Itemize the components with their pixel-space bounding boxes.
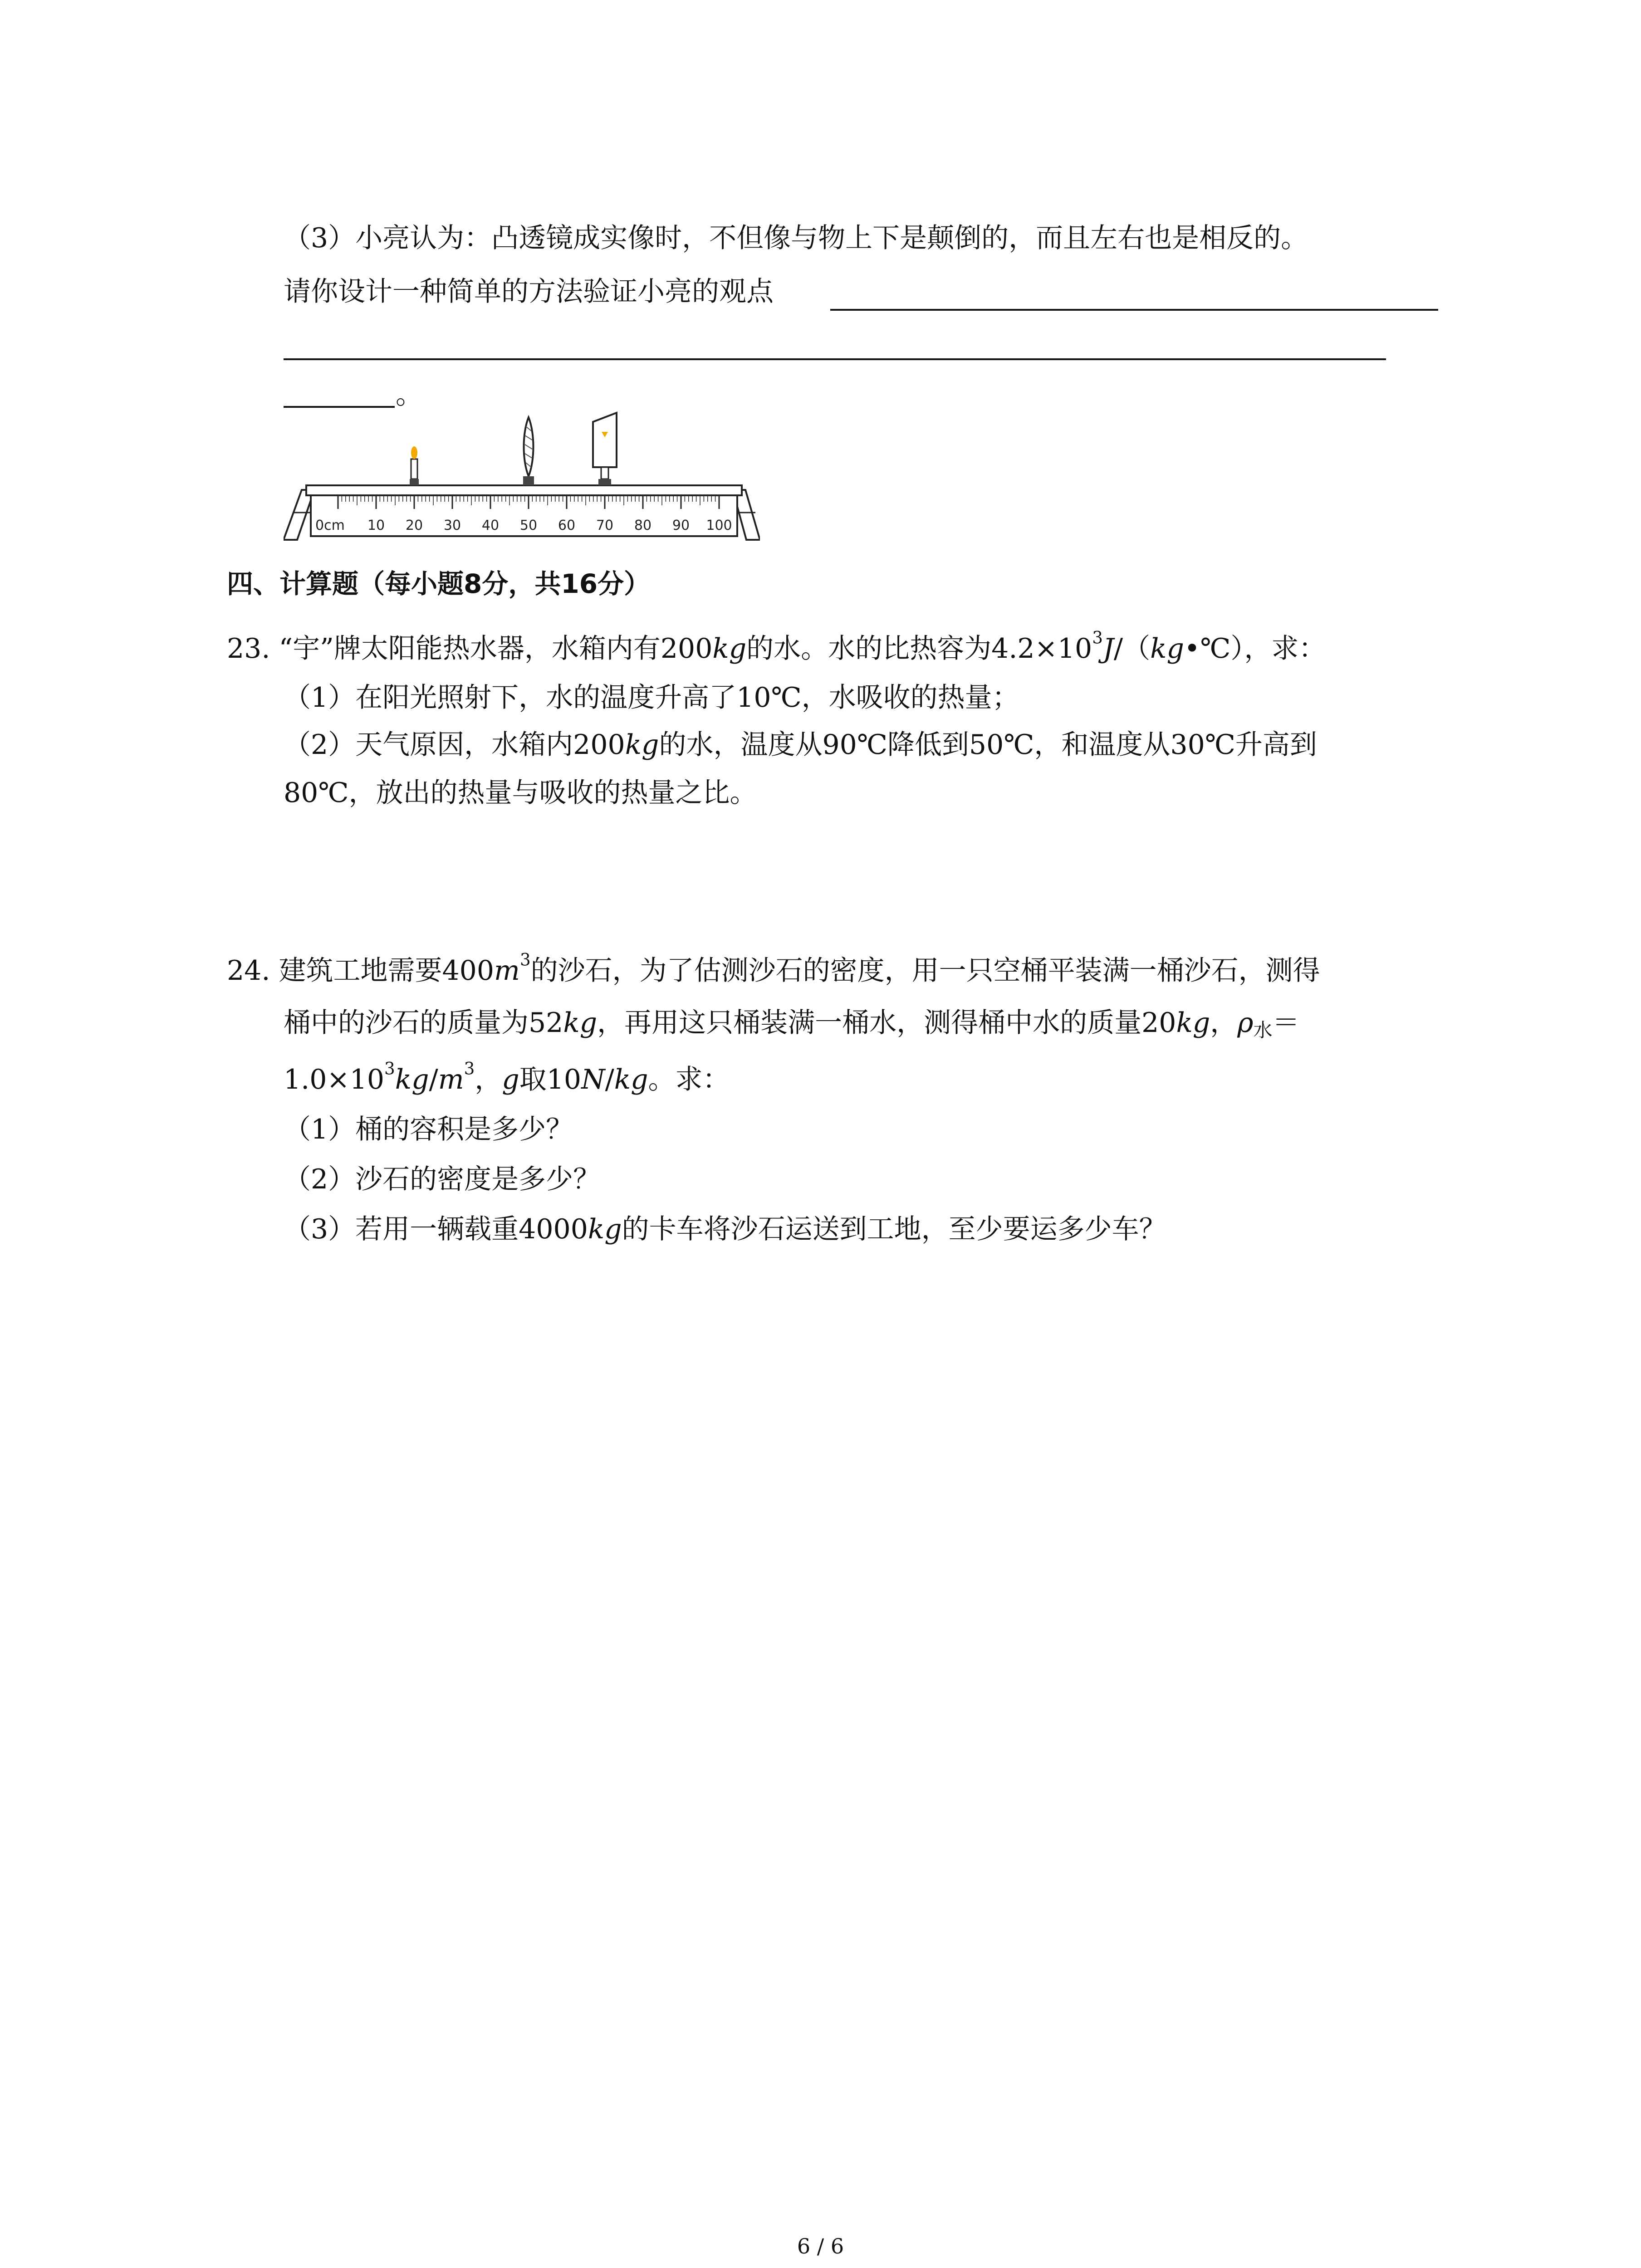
q24-sub1: （1）桶的容积是多少？ xyxy=(284,1114,573,1145)
page-number: 6 / 6 xyxy=(797,2234,844,2258)
tick-label: 40 xyxy=(481,518,500,533)
answer-blank-2[interactable] xyxy=(284,358,1386,360)
tick-label: 80 xyxy=(634,518,652,533)
q24-sub3: （3）若用一辆载重4000kg的卡车将沙石运送到工地，至少要运多少车？ xyxy=(284,1213,1166,1245)
optical-bench-figure xyxy=(284,408,760,544)
q22-sub3-line2: 请你设计一种简单的方法验证小亮的观点 xyxy=(284,276,774,308)
tick-label: 10 xyxy=(367,518,385,533)
q24-number: 24. xyxy=(227,955,270,987)
section-heading: 四、计算题（每小题8分，共16分） xyxy=(227,568,651,599)
tick-label: 0cm xyxy=(315,518,345,533)
answer-blank-3[interactable] xyxy=(284,406,395,408)
tick-label: 90 xyxy=(672,518,690,533)
q23-number: 23. xyxy=(227,633,270,665)
bench-left-leg xyxy=(284,490,314,540)
q23-sub1: （1）在阳光照射下，水的温度升高了10℃，水吸收的热量； xyxy=(284,682,1019,714)
q23-sub2-cont: 80℃，放出的热量与吸收的热量之比。 xyxy=(284,777,757,809)
tick-label: 70 xyxy=(596,518,614,533)
q23-stem: 23. “宇”牌太阳能热水器，水箱内有200kg的水。水的比热容为$4.2\times 10^3J/(kg•℃)$，求： xyxy=(227,627,1326,665)
answer-blank-1[interactable] xyxy=(830,309,1438,311)
q24-sub2: （2）沙石的密度是多少？ xyxy=(284,1163,601,1195)
tick-label: 50 xyxy=(519,518,538,533)
candle-flame xyxy=(411,446,417,459)
q24-stem-line3: $1.0\times 10^3kg/m^3$，g取10N/kg。求： xyxy=(284,1058,730,1095)
q22-sub3-line1: （3）小亮认为：凸透镜成实像时，不但像与物上下是颠倒的，而且左右也是相反的。 xyxy=(284,222,1308,254)
bench-rail xyxy=(306,485,742,495)
q24-stem-line2: 桶中的沙石的质量为52kg，再用这只桶装满一桶水，测得桶中水的质量20kg，$\rho_水=$ xyxy=(284,1007,1300,1041)
tick-label: 20 xyxy=(405,518,423,533)
convex-lens xyxy=(523,417,534,485)
tick-label: 100 xyxy=(706,518,732,533)
q23-sub2: （2）天气原因，水箱内200kg的水，温度从90℃降低到50℃，和温度从30℃升高到 xyxy=(284,729,1317,761)
q24-stem-line1: 24. 建筑工地需要$400m^3$的沙石，为了估测沙石的密度，用一只空桶平装满一桶沙石，测得 xyxy=(227,949,1320,987)
tick-label: 30 xyxy=(443,518,461,533)
q22-sub3-end: 。 xyxy=(396,379,423,411)
light-screen xyxy=(593,413,617,485)
candle xyxy=(410,446,419,485)
tick-label: 60 xyxy=(558,518,576,533)
